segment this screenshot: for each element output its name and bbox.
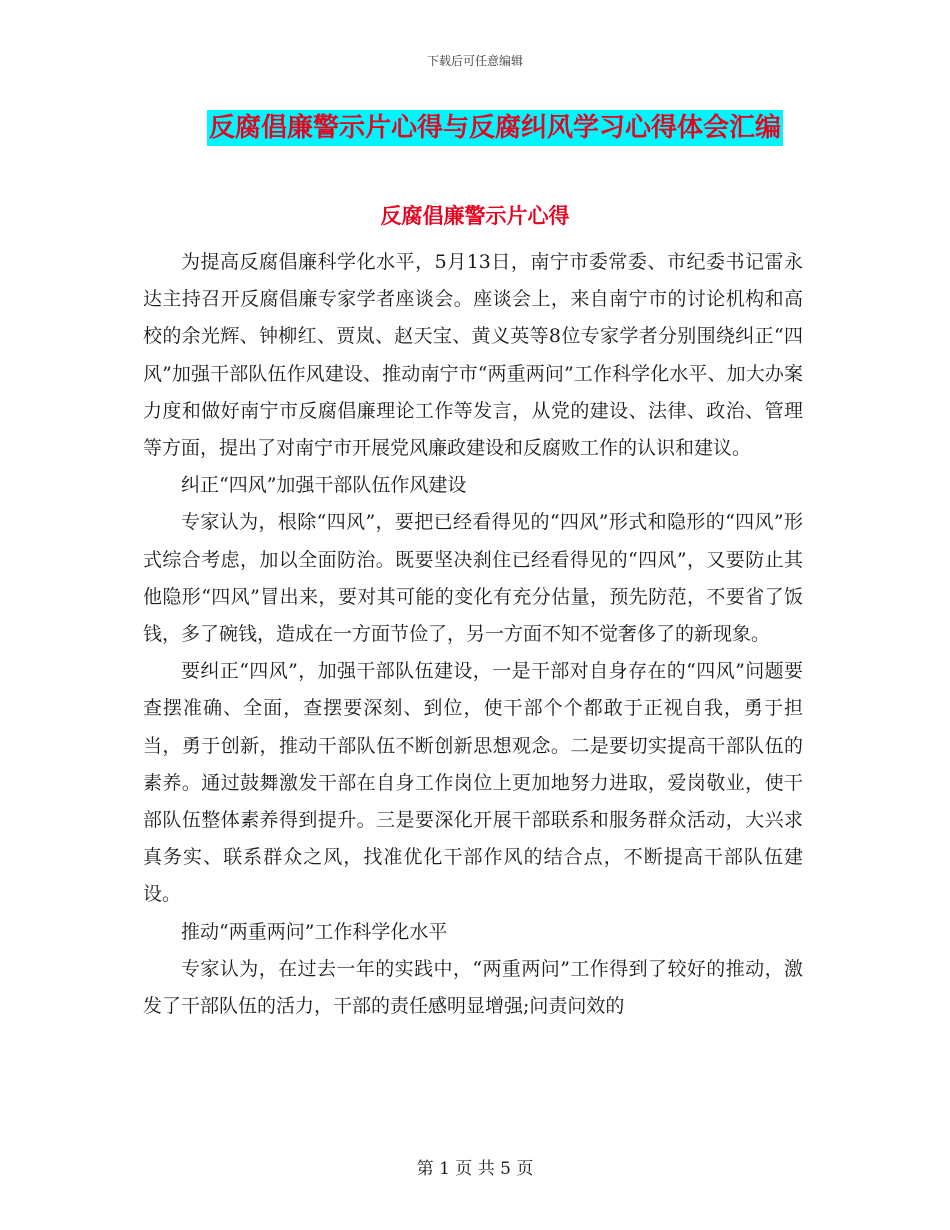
section-title: 反腐倡廉警示片心得 (380, 204, 570, 228)
paragraph-correct-four-winds: 要纠正“四风”，加强干部队伍建设，一是干部对自身存在的“四风”问题要查摆准确、全面，查摆要深刻、到位，使干部个个都敢于正视自我，勇于担当，勇于创新，推动干部队伍不断创新思想观念。二是要切实提高干部队伍的素养。通过鼓舞激发干部在自身工作岗位上更加地努力进取，爱岗敬业，使干部队伍整体素养得到提升。三是要深化开展干部联系和服务群众活动，大兴求真务实、联系群众之风，找准优化干部作风的结合点，不断提高干部队伍建设。 (143, 660, 803, 906)
page-header-note: 下载后可任意编辑 (426, 54, 523, 68)
paragraph-intro: 为提高反腐倡廉科学化水平，5月13日，南宁市委常委、市纪委书记雷永达主持召开反腐倡廉专家学者座谈会。座谈会上，来自南宁市的讨论机构和高校的余光辉、钟柳红、贾岚、赵天宝、黄义英等8位专家学者分别围绕纠正“四风”加强干部队伍作风建设、推动南宁市“两重两问”工作科学化水平、加大办案力度和做好南宁市反腐倡廉理论工作等发言，从党的建设、法律、政治、管理等方面，提出了对南宁市开展党风廉政建设和反腐败工作的认识和建议。 (143, 251, 803, 460)
paragraph-experts-four-winds: 专家认为，根除“四风”，要把已经看得见的“四风”形式和隐形的“四风”形式综合考虑，加以全面防治。既要坚决刹住已经看得见的“四风”，又要防止其他隐形“四风”冒出来，要对其可能的变化有充分估量，预先防范，不要省了饭钱，多了碗钱，造成在一方面节俭了，另一方面不知不觉奢侈了的新现象。 (143, 511, 803, 646)
document-body (143, 244, 803, 1025)
paragraph-experts-two-heavy: 专家认为，在过去一年的实践中，“两重两问”工作得到了较好的推动，激发了干部队伍的活力，干部的责任感明显增强;问责问效的 (143, 957, 803, 1018)
document-title: 反腐倡廉警示片心得与反腐纠风学习心得体会汇编 (207, 110, 783, 146)
subheading-two-heavy-two-ask: 推动“两重两问”工作科学化水平 (181, 920, 448, 943)
subheading-four-winds: 纠正“四风”加强干部队伍作风建设 (181, 474, 467, 497)
page-footer: 第 1 页 共 5 页 (416, 1159, 534, 1179)
